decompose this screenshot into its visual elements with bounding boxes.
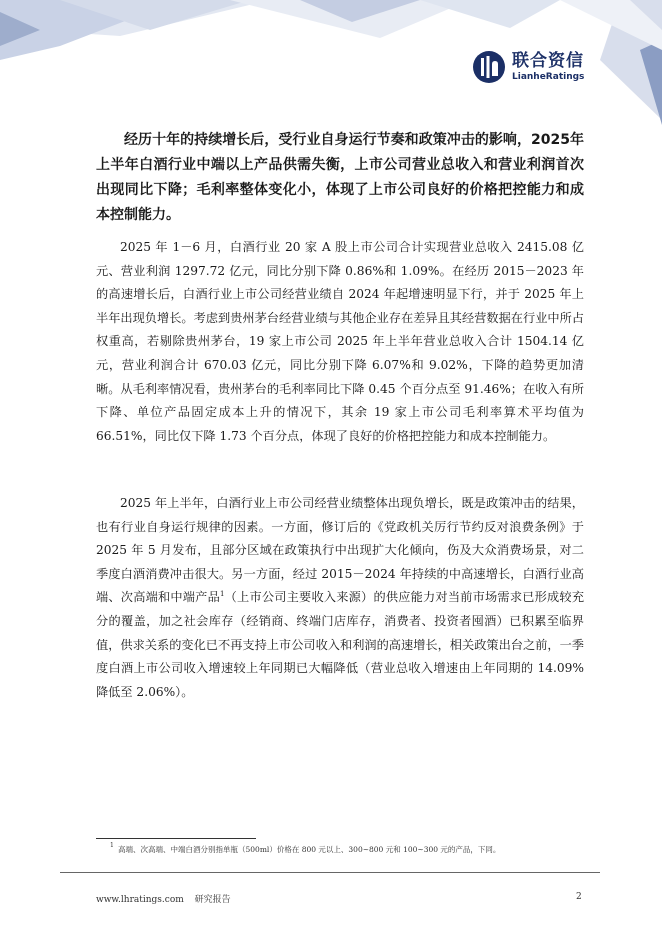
footnote-divider	[96, 838, 256, 839]
footer-label: 研究报告	[194, 895, 231, 905]
lianhe-logo-icon	[472, 50, 506, 84]
footnote-text: 高端、次高端、中端白酒分别指单瓶（500ml）价格在 800 元以上、300~800 元和 100~300 元的产品，下同。	[118, 845, 501, 854]
footer-divider	[60, 872, 600, 873]
footer-url[interactable]: www.lhratings.com	[96, 895, 184, 905]
brand-name-cn: 联合资信	[512, 50, 584, 71]
lead-paragraph: 经历十年的持续增长后，受行业自身运行节奏和政策冲击的影响，2025年上半年白酒行业中端以上产品供需失衡，上市公司营业总收入和营业利润首次出现同比下降；毛利率整体变化小，体现了上市公司良好的价格把控能力和成本控制能力。	[96, 132, 584, 223]
brand-name-en: LianheRatings	[512, 71, 585, 82]
body-paragraph-1: 2025 年 1－6 月，白酒行业 20 家 A 股上市公司合计实现营业总收入 2415.08 亿元、营业利润 1297.72 亿元，同比分别下降 0.86%和 1.09%。在经历 2015－2023 年的高速增长后，白酒行业上市公司经营业绩自 2024 年起增速明显下行，并于 2025 年上半年出现负增长。考虑到贵州茅台经营业绩与其他企业存在差异且其经营数据在行业中所占权重高，若剔除贵州茅台，19 家上市公司 2025 年上半年营业总收入合计 1504.14 亿元，营业利润合计 670.03 亿元，同比分别下降 6.07%和 9.02%，下降的趋势更加清晰。从毛利率情况看，贵州茅台的毛利率同比下降 0.45 个百分点至 91.46%；在收入有所下降、单位产品固定成本上升的情况下，其余 19 家上市公司毛利率算术平均值为 66.51%，同比仅下降 1.73 个百分点，体现了良好的价格把控能力和成本控制能力。	[96, 240, 584, 443]
page-number: 2	[576, 892, 582, 902]
footer	[96, 892, 239, 905]
paragraph-2-text-part1: 2025 年上半年，白酒行业上市公司经营业绩整体出现负增长，既是政策冲击的结果，也有行业自身运行规律的因素。一方面，修订后的《党政机关厉行节约反对浪费条例》于 2025 年 5 月发布，且部分区域在政策执行中出现扩大化倾向，伤及大众消费场景，对二季度白酒消费冲击很大。另一方面，经过 2015－2024 年持续的中高速增长，白酒行业高端、次高端和中端产品	[96, 496, 584, 605]
footnote-reference[interactable]: 1	[219, 590, 225, 599]
brand-logo	[472, 50, 584, 84]
footnote-mark: 1	[110, 842, 114, 849]
body-paragraph-2	[96, 492, 584, 704]
paragraph-2-text-part2: （上市公司主要收入来源）的供应能力对当前市场需求已形成较充分的覆盖，加之社会库存（经销商、终端门店库存，消费者、投资者囤酒）已积累至临界值，供求关系的变化已不再支持上市公司收入和利润的高速增长，相关政策出台之前，一季度白酒上市公司收入增速较上年同期已大幅降低（营业总收入增速由上年同期的 14.09%降低至 2.06%）。	[96, 590, 585, 699]
